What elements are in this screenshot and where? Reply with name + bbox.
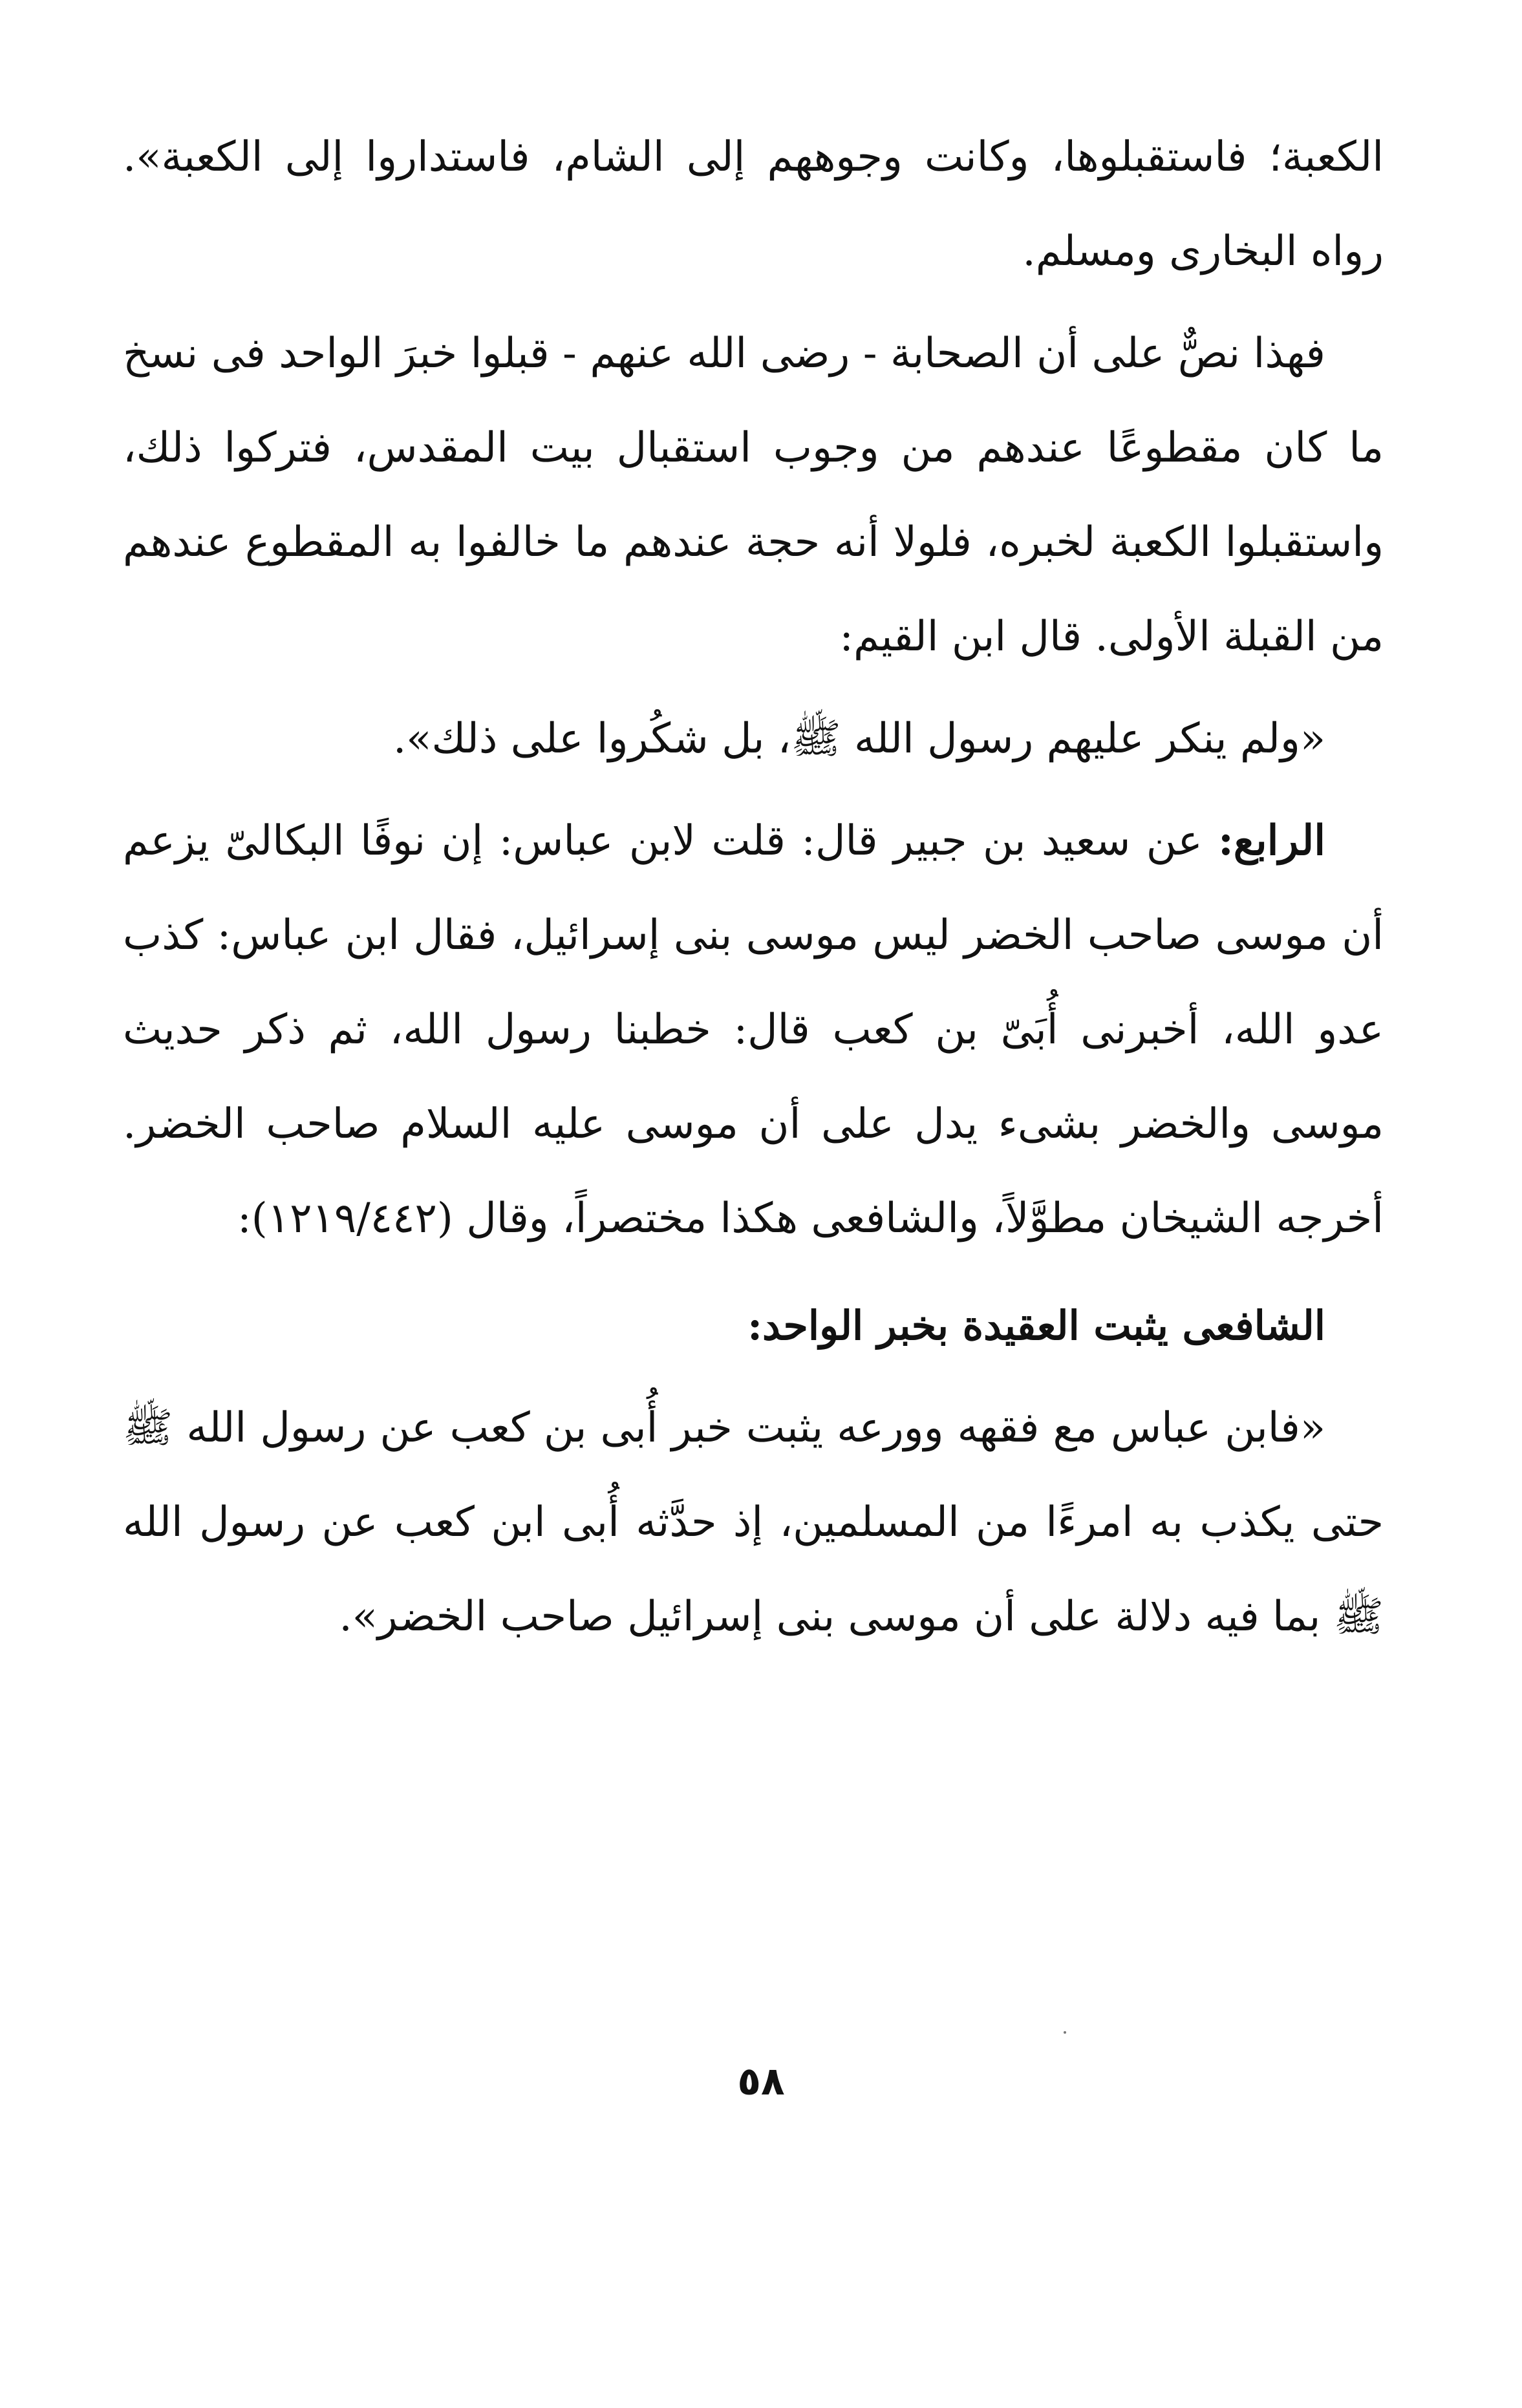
- paragraph-text: عن سعيد بن جبير قال: قلت لابن عباس: إن نوفًا البكالىّ يزعم أن موسى صاحب الخضر ليس موسى بنى إسرائيل، فقال ابن عباس: كذب عدو الله، أخبرنى أُبَىّ بن كعب قال: خطبنا رسول الله، ثم ذكر حديث موسى والخضر بشىء يدل على أن موسى عليه السلام صاحب الخضر. أخرجه الشيخان مطوَّلاً، والشافعى هكذا مختصراً، وقال (١٢١٩/٤٤٢):: [123, 817, 1384, 1242]
- body-text: [123, 110, 1384, 1664]
- scan-speck: [1064, 2031, 1066, 2034]
- paragraph-lead-word: الرابع:: [1218, 816, 1325, 865]
- paragraph-text: الكعبة؛ فاستقبلوها، وكانت وجوههم إلى الشام، فاستداروا إلى الكعبة». رواه البخارى ومسلم.: [123, 133, 1384, 275]
- paragraph-continuation: [123, 110, 1384, 299]
- paragraph-sahaba-argument: [123, 306, 1384, 684]
- section-heading-text: الشافعى يثبت العقيدة بخبر الواحد:: [747, 1302, 1325, 1349]
- paragraph-text: فهذا نصٌّ على أن الصحابة - رضى الله عنهم - قبلوا خبرَ الواحد فى نسخ ما كان مقطوعًا عندهم من وجوب استقبال بيت المقدس، فتركوا ذلك، واستقبلوا الكعبة لخبره، فلولا أنه حجة عندهم ما خالفوا به المقطوع عندهم من القبلة الأولى. قال ابن القيم:: [123, 330, 1384, 661]
- paragraph-ibn-qayyim-quote: [123, 692, 1384, 786]
- paragraph-fourth-evidence: [123, 794, 1384, 1266]
- paragraph-text: «فابن عباس مع فقهه وورعه يثبت خبر أُبى بن كعب عن رسول الله ﷺ حتى يكذب به امرءًا من المسلمين، إذ حدَّثه أُبى ابن كعب عن رسول الله ﷺ بما فيه دلالة على أن موسى بنى إسرائيل صاحب الخضر».: [123, 1404, 1384, 1641]
- page-number: ٥٨: [737, 2059, 785, 2104]
- section-heading: [123, 1279, 1384, 1373]
- paragraph-text: «ولم ينكر عليهم رسول الله ﷺ، بل شكُروا على ذلك».: [392, 715, 1325, 763]
- paragraph-shafii-quote: [123, 1381, 1384, 1664]
